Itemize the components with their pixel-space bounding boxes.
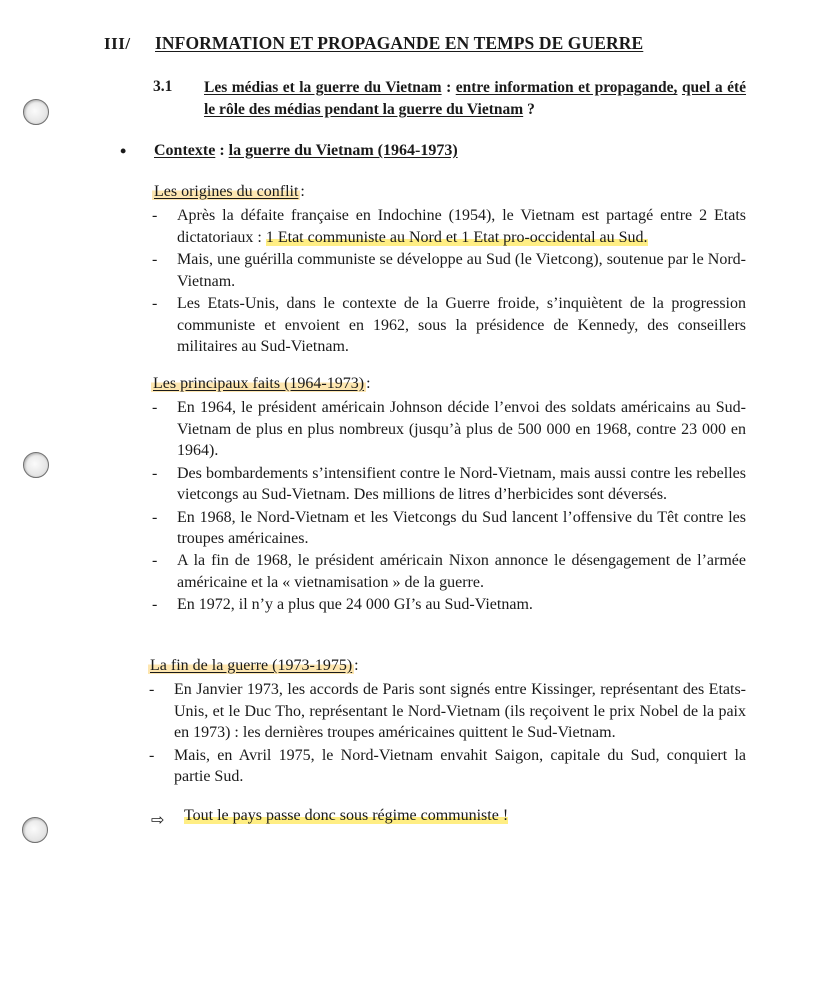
list-item: - Mais, une guérilla communiste se développe au Sud (le Vietcong), soutenue par le Nord-Vietnam. <box>150 249 746 292</box>
context-label: Contexte <box>154 142 216 159</box>
facts-list <box>150 397 746 617</box>
list-item: - En Janvier 1973, les accords de Paris sont signés entre Kissinger, représentant des Etats-Unis, et le Duc Tho, représentant le Nord-Vietnam (ils reçoivent le prix Nobel de la paix en 1973) : les dernières troupes américaines quittent le Sud-Vietnam. <box>147 679 746 744</box>
subsection-title: Les médias et la guerre du Vietnam : entre information et propagande, quel a été le rôle des médias pendant la guerre du Vietnam ? <box>204 79 747 118</box>
context-topic: la guerre du Vietnam (1964-1973) <box>228 142 458 159</box>
right-arrow-icon: ⇨ <box>151 810 165 829</box>
facts-heading: Les principaux faits (1964-1973): <box>153 375 371 392</box>
conclusion-text: Tout le pays passe donc sous régime communiste ! <box>184 807 509 824</box>
subsection-title-part2: entre information et propagande, <box>455 79 678 96</box>
list-item: - En 1964, le président américain Johnson décide l’envoi des soldats américains au Sud-Vietnam de plus en plus nombreux (jusqu’à plus de 500 000 en 1968, contre 23 000 en 1964). <box>150 397 746 462</box>
punch-hole-icon <box>23 99 49 125</box>
section-title: INFORMATION ET PROPAGANDE EN TEMPS DE GUERRE <box>155 33 644 53</box>
punch-hole-icon <box>22 817 48 843</box>
list-item: - En 1972, il n’y a plus que 24 000 GI’s au Sud-Vietnam. <box>150 594 746 616</box>
context-heading: Contexte : la guerre du Vietnam (1964-1973) <box>154 142 458 159</box>
bullet-icon: • <box>120 141 127 161</box>
list-item: - A la fin de 1968, le président américain Nixon annonce le désengagement de l’armée américaine et la « vietnamisation » de la guerre. <box>150 550 746 593</box>
list-item: - Les Etats-Unis, dans le contexte de la Guerre froide, s’inquiètent de la progression communiste et envoient en 1962, sous la présidence de Kennedy, des conseillers militaires au Sud-Vietnam. <box>150 293 746 358</box>
subsection-title-line2: quel a été le rôle des médias pendant la guerre du Vietnam <box>204 79 747 118</box>
list-item: - Des bombardements s’intensifient contre le Nord-Vietnam, mais aussi contre les rebelles vietcongs au Sud-Vietnam. Des millions de litres d’herbicides sont déversés. <box>150 463 746 506</box>
end-list <box>147 679 746 789</box>
list-item: - En 1968, le Nord-Vietnam et les Vietcongs du Sud lancent l’offensive du Têt contre les troupes américaines. <box>150 507 746 550</box>
punch-hole-icon <box>23 452 49 478</box>
origins-heading: Les origines du conflit: <box>154 183 305 200</box>
end-heading: La fin de la guerre (1973-1975): <box>150 657 359 674</box>
origins-list <box>150 205 746 358</box>
section-number: III/ <box>104 34 131 53</box>
subsection-number: 3.1 <box>153 78 173 95</box>
highlighted-text: 1 Etat communiste au Nord et 1 Etat pro-occidental au Sud. <box>265 228 648 246</box>
list-item: - Après la défaite française en Indochine (1954), le Vietnam est partagé entre 2 Etats dictatoriaux : 1 Etat communiste au Nord et 1 Etat pro-occidental au Sud. <box>150 205 746 248</box>
subsection-title-part1: Les médias et la guerre du Vietnam <box>204 79 442 96</box>
list-item: - Mais, en Avril 1975, le Nord-Vietnam envahit Saigon, capitale du Sud, conquiert la partie Sud. <box>147 745 746 788</box>
